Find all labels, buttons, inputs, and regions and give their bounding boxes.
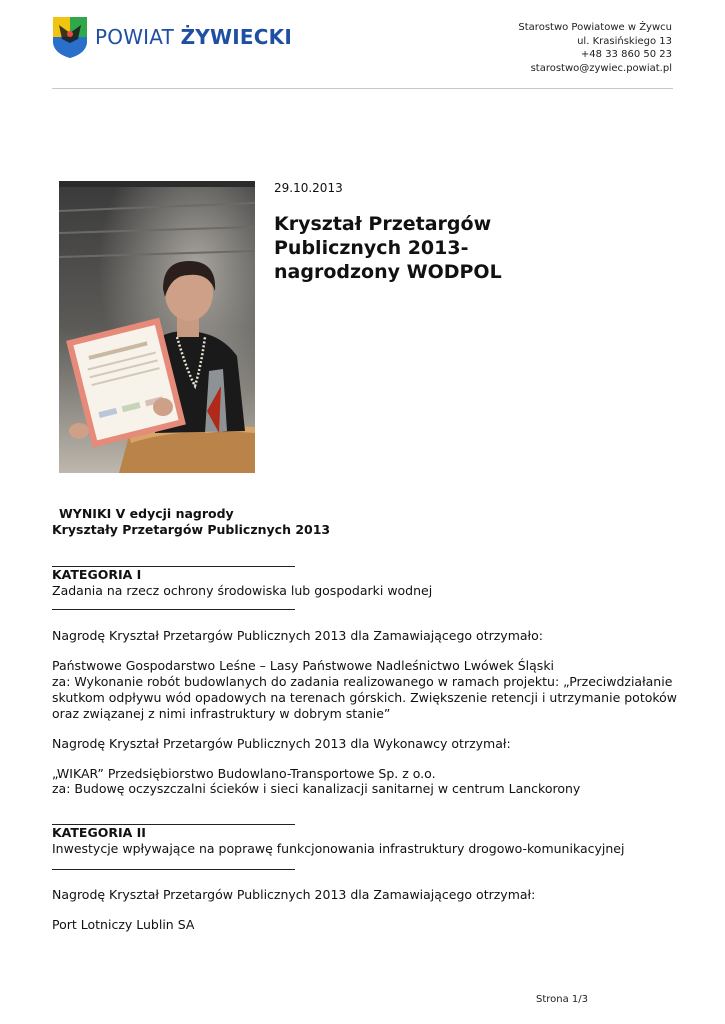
category-1-title: KATEGORIA I [52, 567, 142, 582]
title-line: nagrodzony WODPOL [274, 261, 502, 283]
category-1-award-employer: Nagrodę Kryształ Przetargów Publicznych 2013 dla Zamawiającego otrzymało: [52, 628, 543, 643]
category-1-award-contractor: Nagrodę Kryształ Przetargów Publicznych 2013 dla Wykonawcy otrzymał: [52, 736, 511, 751]
contact-info [518, 21, 672, 75]
title-line: Kryształ Przetargów [274, 213, 492, 235]
title-line: Publicznych 2013- [274, 237, 469, 259]
award-winner-photo [59, 181, 255, 473]
logo-text-light: POWIAT [95, 25, 181, 49]
category-1-contractor-for: za: Budowę oczyszczalni ścieków i sieci kanalizacji sanitarnej w centrum Lanckorony [52, 781, 581, 796]
category-1-contractor-name: „WIKAR” Przedsiębiorstwo Budowlano-Transportowe Sp. z o.o. [52, 766, 436, 781]
category-2-employer-name: Port Lotniczy Lublin SA [52, 917, 195, 932]
page-number: Strona 1/3 [535, 994, 588, 1005]
category-2-title: KATEGORIA II [52, 825, 146, 840]
powiat-logo[interactable] [51, 15, 292, 59]
results-heading: WYNIKI V edycji nagrody [59, 506, 234, 521]
category-1-subtitle: Zadania na rzecz ochrony środowiska lub gospodarki wodnej [52, 583, 433, 598]
category-1-employer-for: za: Wykonanie robót budowlanych do zadania realizowanego w ramach projektu: „Przeciwdziałanie [52, 674, 673, 689]
article-photo [59, 181, 255, 473]
logo-text-bold: ŻYWIECKI [180, 25, 292, 49]
category-1-employer-for: skutkom odpływu wód opadowych na terenach górskich. Zwiększenie retencji i utrzymanie potoków [52, 690, 678, 705]
article-date: 29.10.2013 [274, 181, 343, 195]
coat-of-arms-icon [51, 15, 89, 59]
category-2-bottom-rule [52, 869, 295, 870]
category-2-subtitle: Inwestycje wpływające na poprawę funkcjonowania infrastruktury drogowo-komunikacyjnej [52, 841, 625, 856]
category-2-award-employer: Nagrodę Kryształ Przetargów Publicznych 2013 dla Zamawiającego otrzymał: [52, 887, 536, 902]
results-subheading: Kryształy Przetargów Publicznych 2013 [52, 522, 331, 537]
logo-text [95, 25, 292, 49]
office-address: ul. Krasińskiego 13 [577, 35, 672, 47]
page-header [0, 0, 725, 92]
office-name: Starostwo Powiatowe w Żywcu [518, 22, 672, 33]
office-email[interactable]: starostwo@zywiec.powiat.pl [530, 62, 672, 74]
category-1-employer-for: oraz związanej z nimi infrastruktury w dobrym stanie” [52, 706, 391, 721]
article-title [274, 212, 574, 284]
office-phone[interactable]: +48 33 860 50 23 [580, 49, 672, 60]
category-1-employer-name: Państwowe Gospodarstwo Leśne – Lasy Państwowe Nadleśnictwo Lwówek Śląski [52, 658, 555, 673]
category-1-bottom-rule [52, 609, 295, 610]
header-divider [52, 88, 673, 89]
